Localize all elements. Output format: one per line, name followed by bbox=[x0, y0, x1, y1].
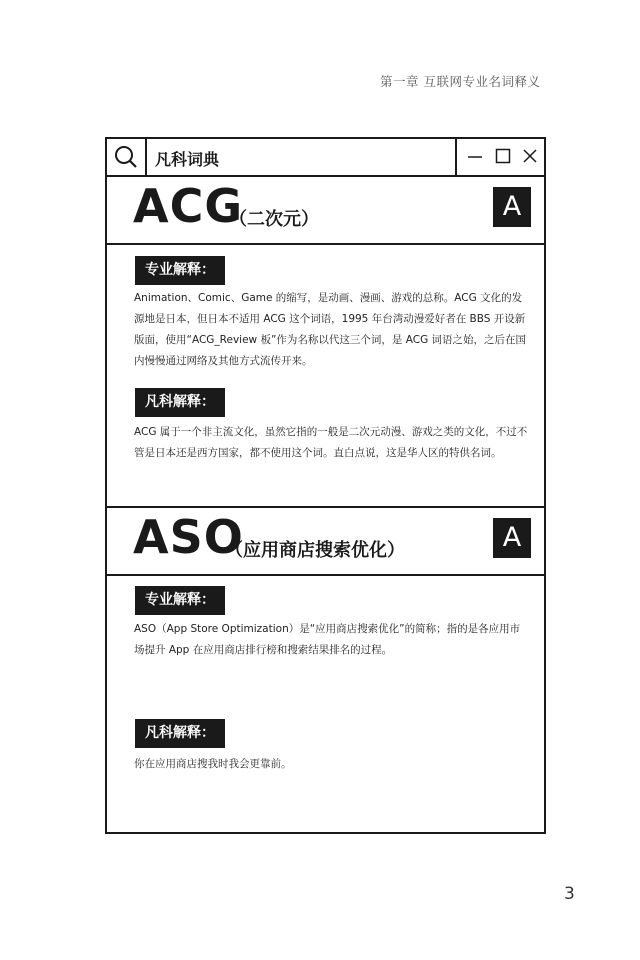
chapter-header: 第一章 互联网专业名词释义 bbox=[380, 74, 541, 89]
page-number: 3 bbox=[564, 884, 575, 904]
term-chinese-name: （二次元） bbox=[229, 209, 319, 230]
term-header-aso bbox=[107, 508, 544, 576]
dictionary-window bbox=[105, 137, 546, 834]
term-header-acg bbox=[107, 177, 544, 245]
fanke-label: 凡科解释： bbox=[135, 719, 225, 748]
letter-badge: A bbox=[493, 518, 531, 558]
term-chinese-name: （应用商店搜索优化） bbox=[225, 540, 405, 561]
professional-text: ASO（App Store Optimization）是“应用商店搜索优化”的简称；指的是各应用市场提升 App 在应用商店排行榜和搜索结果排名的过程。 bbox=[134, 623, 521, 656]
professional-label: 专业解释： bbox=[135, 586, 225, 615]
minimize-icon[interactable] bbox=[467, 148, 483, 164]
term-abbreviation: ACG bbox=[133, 179, 244, 233]
fanke-label: 凡科解释： bbox=[135, 388, 225, 417]
professional-text: Animation、Comic、Game 的缩写，是动画、漫画、游戏的总称。ACG 文化的发源地是日本，但日本不适用 ACG 这个词语，1995 年台湾动漫爱好者在 BBS 开设新版面，使用“ACG_Review 板”作为名称以代这三个词，是 ACG 词语之始，之后在国内慢慢通过网络及其他方式流传开来。 bbox=[134, 292, 527, 367]
close-icon[interactable] bbox=[522, 148, 538, 164]
letter-badge: A bbox=[493, 187, 531, 227]
window-titlebar bbox=[107, 139, 544, 177]
fanke-text: ACG 属于一个非主流文化，虽然它指的一般是二次元动漫、游戏之类的文化，不过不管是日本还是西方国家，都不使用这个词。直白点说，这是华人区的特供名词。 bbox=[134, 426, 528, 459]
term-abbreviation: ASO bbox=[133, 510, 244, 564]
fanke-text: 你在应用商店搜我时我会更靠前。 bbox=[134, 758, 292, 770]
search-button[interactable] bbox=[107, 139, 147, 175]
search-icon bbox=[107, 139, 147, 175]
maximize-icon[interactable] bbox=[495, 148, 511, 164]
professional-label: 专业解释： bbox=[135, 256, 225, 285]
window-title: 凡科词典 bbox=[155, 150, 220, 169]
window-controls bbox=[455, 139, 544, 175]
